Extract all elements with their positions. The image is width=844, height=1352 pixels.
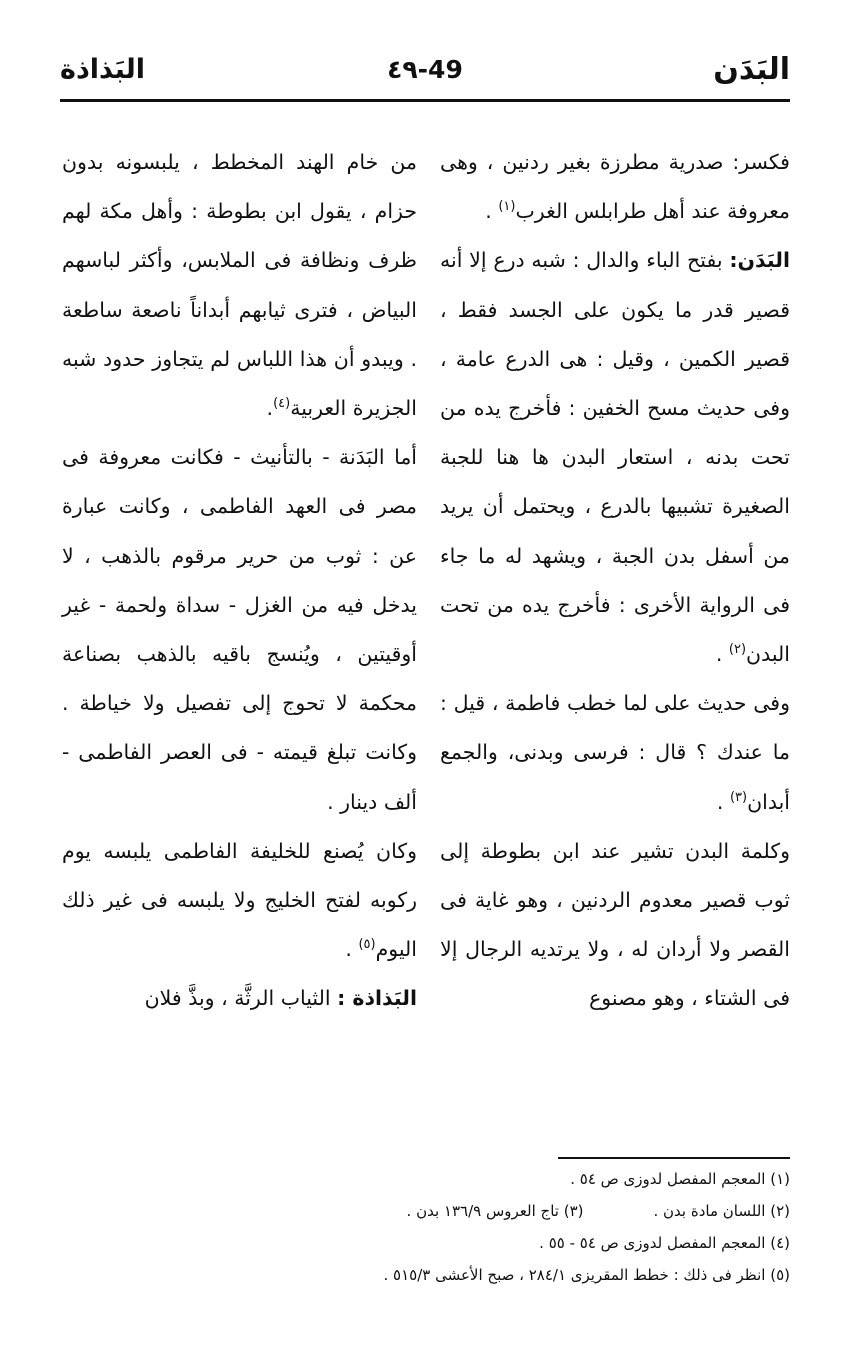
running-header — [60, 50, 790, 102]
paragraph — [62, 433, 417, 827]
paragraph — [440, 827, 790, 1024]
footnotes — [62, 1163, 790, 1291]
footnote-ref[interactable]: (١) — [498, 199, 516, 215]
paragraph — [62, 827, 417, 975]
paragraph-text: وكان يُصنع للخليفة الفاطمى يلبسه يوم ركوبه لفتح الخليج ولا يلبسه فى غير ذلك اليوم — [62, 838, 417, 962]
paragraph-text: بفتح الباء والدال : شبه درع إلا أنه قصير قدر ما يكون على الجسد فقط ، قصير الكمين ، وقيل : هى الدرع عامة ، وفى حديث مسح الخفين : فأخرج يده من تحت بدنه ، استعار البدن ها هنا للجبة الصغيرة تشبيها بالدرع ، ويحتمل أن يريد من أسفل بدن الجبة ، ويشهد له ما جاء فى الرواية الأخرى : فأخرج يده من تحت البدن — [440, 248, 790, 667]
paragraph — [440, 236, 790, 679]
paragraph-text: وفى حديث على لما خطب فاطمة ، قيل : ما عندك ؟ قال : فرسى وبدنى، والجمع أبدان — [440, 691, 790, 814]
left-column — [62, 138, 417, 1024]
paragraph-end: . — [266, 396, 274, 421]
header-entry-right: البَدَن — [713, 52, 790, 87]
footnote-ref[interactable]: (٣) — [729, 789, 748, 805]
paragraph-end: . — [345, 937, 359, 962]
entry-term: البَذاذة : — [337, 986, 417, 1011]
paragraph-end: . — [716, 789, 730, 814]
paragraph — [62, 138, 417, 433]
entry-term: البَدَن: — [729, 248, 790, 273]
paragraph-text: من خام الهند المخطط ، يلبسونه بدون حزام ، يقول ابن بطوطة : وأهل مكة لهم ظرف ونظافة فى الملابس، وأكثر لباسهم البياض ، فترى ثيابهم أبداناً ناصعة ساطعة . ويبدو أن هذا اللباس لم يتجاوز حدود شبه الجزيرة العربية — [62, 150, 417, 421]
paragraph — [62, 974, 417, 1023]
footnote-2: (٢) اللسان مادة بدن . — [653, 1202, 790, 1220]
footnote-rule — [558, 1157, 790, 1159]
page-number: ٤٩-49 — [387, 55, 463, 84]
footnote-4: (٤) المعجم المفصل لدوزى ص ٥٤ - ٥٥ . — [539, 1234, 790, 1252]
paragraph-end: . — [485, 199, 499, 224]
footnote-row — [62, 1195, 790, 1227]
footnote-3: (٣) تاج العروس ١٣٦/٩ بدن . — [406, 1202, 584, 1220]
paragraph — [440, 138, 790, 236]
paragraph-end: . — [715, 642, 729, 667]
right-column — [440, 138, 790, 1024]
paragraph-text: وكلمة البدن تشير عند ابن بطوطة إلى ثوب قصير معدوم الردنين ، وهو غاية فى القصر ولا أردان له ، ولا يرتديه الرجال إلا فى الشتاء ، وهو مصنوع — [440, 838, 790, 1011]
footnote-ref[interactable]: (٥) — [358, 937, 376, 953]
paragraph-text: أما البَدَنة - بالتأنيث - فكانت معروفة فى مصر فى العهد الفاطمى ، وكانت عبارة عن : ثوب من حرير مرقوم بالذهب ، لا يدخل فيه من الغزل - سداة ولحمة - غير أوقيتين ، ويُنسج باقيه بالذهب بصناعة محكمة لا تحوج إلى تفصيل ولا خياطة . وكانت تبلغ قيمته - فى العصر الفاطمى - ألف دينار . — [62, 445, 417, 814]
paragraph — [440, 679, 790, 827]
footnote-ref[interactable]: (٢) — [728, 642, 747, 658]
paragraph-text: فكسر: صدرية مطرزة بغير ردنين ، وهى معروفة عند أهل طرابلس الغرب — [440, 150, 790, 224]
footnote-ref[interactable]: (٤) — [273, 396, 291, 412]
paragraph-text: الثياب الرثَّة ، وبذَّ فلان — [144, 986, 338, 1011]
footnote-1: (١) المعجم المفصل لدوزى ص ٥٤ . — [570, 1170, 790, 1188]
header-rule — [60, 99, 790, 102]
footnote-5: (٥) انظر فى ذلك : خطط المقريزى ٢٨٤/١ ، صبح الأعشى ٥١٥/٣ . — [383, 1266, 790, 1284]
header-entry-left: البَذاذة — [60, 54, 146, 85]
